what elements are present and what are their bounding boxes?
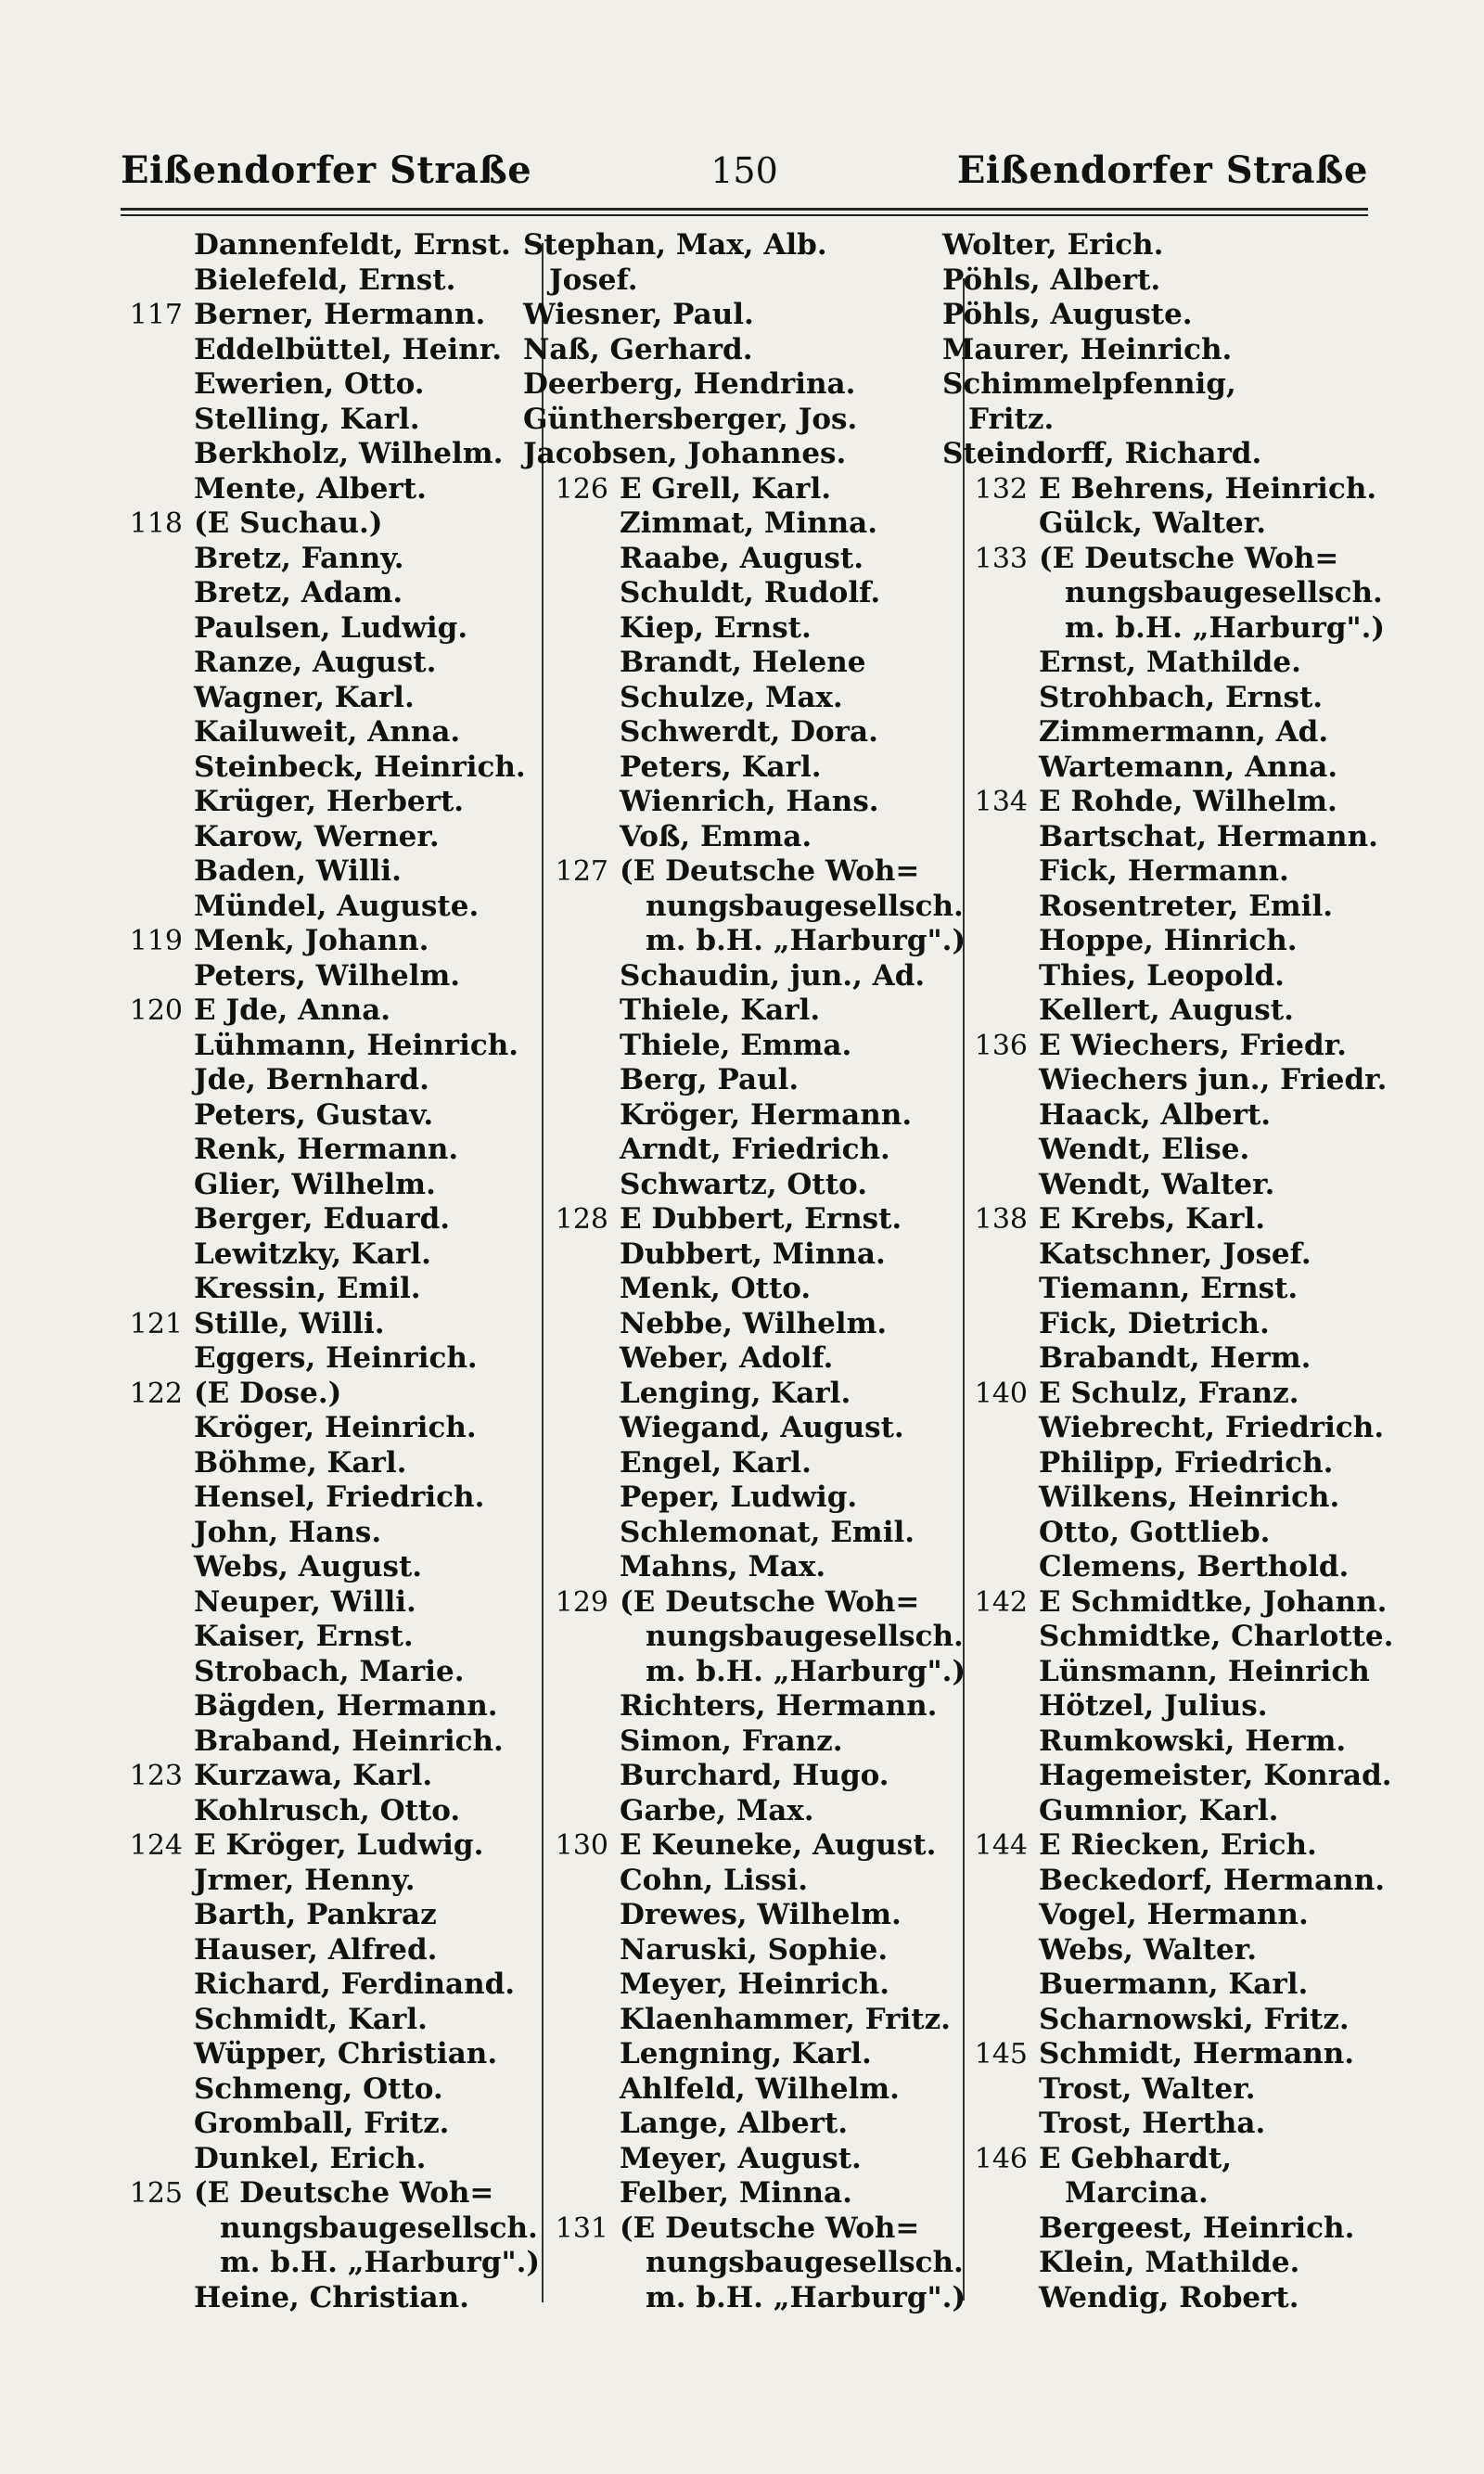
resident-name: Bergeest, Heinrich.	[1039, 2211, 1355, 2245]
resident-name: Paulsen, Ludwig.	[194, 610, 468, 645]
resident-name: Stelling, Karl.	[194, 402, 420, 436]
resident-name: Arndt, Friedrich.	[620, 1133, 890, 1166]
resident-name: nungsbaugesellsch.	[1065, 576, 1383, 609]
resident-name: Kröger, Heinrich.	[194, 1411, 477, 1444]
resident-name: Fick, Hermann.	[1039, 854, 1289, 888]
resident-name: Ewerien, Otto.	[194, 367, 425, 401]
house-number: 142	[974, 1585, 1028, 1619]
resident-name: Peper, Ludwig.	[620, 1481, 858, 1514]
resident-name: Ahlfeld, Wilhelm.	[620, 2071, 900, 2106]
resident-name: Wagner, Karl.	[194, 680, 415, 714]
house-number: 133	[974, 542, 1028, 575]
resident-name: Katschner, Josef.	[1039, 1237, 1311, 1271]
resident-name: Naruski, Sophie.	[620, 1932, 889, 1967]
resident-name: Gülck, Walter.	[1039, 506, 1267, 540]
resident-name: Hötzel, Julius.	[1039, 1689, 1268, 1723]
resident-name: Klaenhammer, Fritz.	[620, 2002, 951, 2036]
resident-name: Mente, Albert.	[194, 471, 427, 506]
resident-name: E Riecken, Erich.	[1039, 1828, 1317, 1862]
resident-name: E Jde, Anna.	[194, 993, 391, 1027]
resident-name: Brabandt, Herm.	[1039, 1341, 1311, 1375]
resident-name: E Schulz, Franz.	[1039, 1376, 1299, 1410]
resident-name: Felber, Minna.	[620, 2176, 852, 2210]
resident-name: Meyer, August.	[620, 2141, 862, 2175]
resident-name: Lenging, Karl.	[620, 1376, 851, 1410]
house-number: 121	[129, 1307, 183, 1340]
resident-name: Brandt, Helene	[620, 646, 866, 679]
resident-name: Bägden, Hermann.	[194, 1689, 498, 1723]
resident-name: Steindorff, Richard.	[942, 437, 1262, 470]
resident-name: Haack, Albert.	[1039, 1097, 1272, 1132]
resident-name: Kohlrusch, Otto.	[194, 1793, 461, 1827]
column-divider-left	[542, 243, 544, 2302]
house-number: 125	[129, 2177, 183, 2210]
resident-name: Webs, August.	[194, 1550, 423, 1583]
resident-name: E Kröger, Ludwig.	[194, 1828, 484, 1862]
resident-name: Kröger, Hermann.	[620, 1097, 913, 1132]
resident-name: Wiebrecht, Friedrich.	[1039, 1411, 1385, 1444]
resident-name: Schmeng, Otto.	[194, 2071, 443, 2106]
resident-name: Wiesner, Paul.	[523, 298, 754, 331]
resident-name: Lange, Albert.	[620, 2107, 849, 2140]
resident-name: Fritz.	[968, 402, 1055, 436]
resident-name: E Rohde, Wilhelm.	[1039, 785, 1337, 818]
resident-name: Naß, Gerhard.	[523, 332, 753, 366]
resident-name: E Wiechers, Friedr.	[1039, 1028, 1347, 1062]
resident-name: Drewes, Wilhelm.	[620, 1898, 902, 1931]
resident-name: Gumnior, Karl.	[1039, 1793, 1279, 1827]
resident-name: Kailuweit, Anna.	[194, 715, 461, 749]
resident-name: m. b.H. „Harburg".)	[1065, 610, 1386, 645]
resident-name: Beckedorf, Hermann.	[1039, 1863, 1386, 1897]
resident-name: Neuper, Willi.	[194, 1584, 416, 1619]
resident-name: Wendt, Walter.	[1039, 1167, 1275, 1201]
resident-name: Thies, Leopold.	[1039, 958, 1285, 993]
resident-name: (E Deutsche Woh=	[620, 1584, 920, 1619]
resident-name: Deerberg, Hendrina.	[523, 367, 856, 401]
house-number: 127	[555, 855, 608, 888]
house-number: 118	[129, 507, 183, 540]
resident-name: Gromball, Fritz.	[194, 2107, 450, 2140]
resident-name: Schlemonat, Emil.	[620, 1515, 915, 1549]
house-number: 132	[974, 472, 1028, 506]
resident-name: Lühmann, Heinrich.	[194, 1028, 519, 1062]
house-number: 134	[974, 786, 1028, 818]
house-number: 117	[129, 299, 183, 331]
resident-name: Renk, Hermann.	[194, 1133, 459, 1166]
resident-name: Hensel, Friedrich.	[194, 1481, 485, 1514]
resident-name: Berkholz, Wilhelm.	[194, 437, 504, 470]
resident-name: Strohbach, Ernst.	[1039, 680, 1324, 714]
house-number: 120	[129, 994, 183, 1027]
resident-name: Kurzawa, Karl.	[194, 1759, 433, 1792]
resident-name: Webs, Walter.	[1039, 1932, 1258, 1967]
resident-name: Otto, Gottlieb.	[1039, 1515, 1271, 1549]
resident-name: Schmidt, Hermann.	[1039, 2037, 1355, 2070]
resident-name: Weber, Adolf.	[620, 1341, 834, 1375]
resident-name: Schuldt, Rudolf.	[620, 576, 881, 609]
resident-name: Schaudin, jun., Ad.	[620, 958, 926, 993]
resident-name: Pöhls, Auguste.	[942, 298, 1193, 331]
house-number: 130	[555, 1829, 608, 1862]
house-number: 140	[974, 1377, 1028, 1410]
house-number: 136	[974, 1029, 1028, 1062]
resident-name: E Behrens, Heinrich.	[1039, 471, 1377, 506]
resident-name: m. b.H. „Harburg".)	[646, 924, 966, 957]
resident-name: Jacobsen, Johannes.	[523, 437, 847, 470]
resident-name: Wiegand, August.	[620, 1411, 904, 1444]
column-divider-right	[963, 278, 965, 2301]
resident-name: (E Deutsche Woh=	[1039, 541, 1339, 575]
resident-name: Ranze, August.	[194, 646, 437, 679]
resident-name: Dannenfeldt, Ernst.	[194, 228, 511, 262]
resident-name: Wolter, Erich.	[942, 228, 1164, 262]
resident-name: Berner, Hermann.	[194, 298, 486, 331]
resident-name: Hauser, Alfred.	[194, 1932, 438, 1967]
resident-name: Kiep, Ernst.	[620, 610, 812, 645]
resident-name: Ernst, Mathilde.	[1039, 646, 1301, 679]
resident-name: Baden, Willi.	[194, 854, 402, 888]
resident-name: Günthersberger, Jos.	[523, 402, 858, 436]
resident-name: Menk, Johann.	[194, 924, 429, 957]
header-rule-thick	[121, 208, 1368, 211]
resident-name: m. b.H. „Harburg".)	[646, 1654, 966, 1688]
resident-name: Peters, Wilhelm.	[194, 958, 461, 993]
resident-name: Wienrich, Hans.	[620, 785, 879, 818]
resident-name: Heine, Christian.	[194, 2280, 469, 2314]
house-number: 124	[129, 1829, 183, 1862]
resident-name: Peters, Gustav.	[194, 1097, 434, 1132]
resident-name: Vogel, Hermann.	[1039, 1898, 1309, 1931]
resident-name: Pöhls, Albert.	[942, 263, 1161, 297]
resident-name: Schmidt, Karl.	[194, 2002, 428, 2036]
resident-name: Bartschat, Hermann.	[1039, 819, 1378, 853]
resident-name: Berg, Paul.	[620, 1063, 800, 1096]
resident-name: Lewitzky, Karl.	[194, 1237, 431, 1271]
resident-name: Wilkens, Heinrich.	[1039, 1481, 1340, 1514]
resident-name: Schmidtke, Charlotte.	[1039, 1620, 1394, 1653]
resident-name: Tiemann, Ernst.	[1039, 1272, 1298, 1305]
resident-name: Richters, Hermann.	[620, 1689, 938, 1723]
house-number: 128	[555, 1203, 608, 1236]
resident-name: Eddelbüttel, Heinr.	[194, 332, 503, 366]
resident-name: Engel, Karl.	[620, 1445, 812, 1480]
resident-name: Kellert, August.	[1039, 993, 1294, 1027]
resident-name: m. b.H. „Harburg".)	[646, 2280, 966, 2314]
resident-name: Krüger, Herbert.	[194, 785, 465, 818]
resident-name: E Krebs, Karl.	[1039, 1202, 1266, 1236]
resident-name: Wiechers jun., Friedr.	[1039, 1063, 1388, 1096]
resident-name: Trost, Walter.	[1039, 2071, 1256, 2106]
resident-name: Mahns, Max.	[620, 1550, 826, 1583]
page-number: 150	[710, 150, 778, 191]
resident-name: Wartemann, Anna.	[1039, 750, 1338, 784]
resident-name: (E Deutsche Woh=	[620, 2211, 920, 2245]
resident-name: E Gebhardt,	[1039, 2141, 1233, 2175]
resident-name: Cohn, Lissi.	[620, 1863, 809, 1897]
resident-name: John, Hans.	[194, 1515, 382, 1549]
house-number: 129	[555, 1585, 608, 1619]
resident-name: Peters, Karl.	[620, 750, 822, 784]
resident-name: Mündel, Auguste.	[194, 889, 480, 923]
resident-name: Stephan, Max, Alb.	[523, 228, 827, 262]
resident-name: nungsbaugesellsch.	[646, 889, 964, 923]
resident-name: Barth, Pankraz	[194, 1898, 437, 1931]
resident-name: Jde, Bernhard.	[194, 1063, 429, 1096]
resident-name: E Dubbert, Ernst.	[620, 1202, 902, 1236]
resident-name: nungsbaugesellsch.	[646, 2246, 964, 2279]
resident-name: Bretz, Fanny.	[194, 541, 404, 575]
house-number: 138	[974, 1203, 1028, 1236]
resident-name: Lünsmann, Heinrich	[1039, 1654, 1370, 1688]
resident-name: Bretz, Adam.	[194, 576, 403, 609]
resident-name: Bielefeld, Ernst.	[194, 263, 456, 297]
resident-name: Stille, Willi.	[194, 1306, 385, 1340]
resident-name: Marcina.	[1065, 2176, 1209, 2210]
resident-name: Steinbeck, Heinrich.	[194, 750, 526, 784]
house-number: 144	[974, 1829, 1028, 1862]
street-title-right: Eißendorfer Straße	[956, 148, 1368, 192]
resident-name: Zimmat, Minna.	[620, 506, 878, 540]
resident-name: Eggers, Heinrich.	[194, 1341, 478, 1375]
resident-name: Richard, Ferdinand.	[194, 1968, 516, 2001]
house-number: 131	[555, 2211, 608, 2245]
resident-name: Jrmer, Henny.	[194, 1863, 416, 1897]
resident-name: Josef.	[549, 263, 638, 297]
resident-name: Garbe, Max.	[620, 1793, 814, 1827]
resident-name: Dubbert, Minna.	[620, 1237, 886, 1271]
resident-name: Klein, Mathilde.	[1039, 2246, 1300, 2279]
resident-name: Berger, Eduard.	[194, 1202, 451, 1236]
resident-name: Schulze, Max.	[620, 680, 843, 714]
resident-name: Böhme, Karl.	[194, 1445, 407, 1480]
resident-name: Buermann, Karl.	[1039, 1968, 1309, 2001]
resident-name: nungsbaugesellsch.	[220, 2211, 538, 2245]
resident-name: Braband, Heinrich.	[194, 1724, 504, 1758]
resident-name: Wendig, Robert.	[1039, 2280, 1299, 2314]
page-header	[121, 148, 1368, 204]
resident-name: Clemens, Berthold.	[1039, 1550, 1350, 1583]
resident-name: Kaiser, Ernst.	[194, 1620, 414, 1653]
resident-name: (E Deutsche Woh=	[194, 2176, 494, 2210]
resident-name: Scharnowski, Fritz.	[1039, 2002, 1350, 2036]
resident-name: Simon, Franz.	[620, 1724, 843, 1758]
resident-name: Wendt, Elise.	[1039, 1133, 1250, 1166]
resident-name: nungsbaugesellsch.	[646, 1620, 964, 1653]
resident-name: Meyer, Heinrich.	[620, 1968, 890, 2001]
resident-name: Strobach, Marie.	[194, 1654, 465, 1688]
resident-name: Fick, Dietrich.	[1039, 1306, 1270, 1340]
resident-name: Rumkowski, Herm.	[1039, 1724, 1347, 1758]
resident-name: Philipp, Friedrich.	[1039, 1445, 1334, 1480]
street-title-left: Eißendorfer Straße	[121, 148, 532, 192]
resident-name: Hagemeister, Konrad.	[1039, 1759, 1392, 1792]
house-number: 123	[129, 1760, 183, 1792]
resident-name: Hoppe, Hinrich.	[1039, 924, 1298, 957]
resident-name: Burchard, Hugo.	[620, 1759, 889, 1792]
resident-name: Trost, Hertha.	[1039, 2107, 1266, 2140]
resident-name: Schwerdt, Dora.	[620, 715, 878, 749]
resident-name: Karow, Werner.	[194, 819, 440, 853]
house-number: 122	[129, 1377, 183, 1410]
house-number: 126	[555, 472, 608, 506]
resident-name: Menk, Otto.	[620, 1272, 812, 1305]
resident-name: E Schmidtke, Johann.	[1039, 1584, 1388, 1619]
resident-name: (E Deutsche Woh=	[620, 854, 920, 888]
resident-name: E Grell, Karl.	[620, 471, 832, 506]
header-rule-thin	[121, 214, 1368, 216]
resident-name: Lengning, Karl.	[620, 2037, 872, 2070]
resident-name: Glier, Wilhelm.	[194, 1167, 436, 1201]
resident-name: Voß, Emma.	[620, 819, 812, 853]
resident-name: Zimmermann, Ad.	[1039, 715, 1329, 749]
resident-name: Raabe, August.	[620, 541, 864, 575]
resident-name: (E Suchau.)	[194, 506, 383, 540]
resident-name: Nebbe, Wilhelm.	[620, 1306, 888, 1340]
resident-name: Maurer, Heinrich.	[942, 332, 1233, 366]
resident-name: Dunkel, Erich.	[194, 2141, 427, 2175]
resident-name: Schimmelpfennig,	[942, 367, 1236, 401]
resident-name: Thiele, Emma.	[620, 1028, 852, 1062]
resident-name: Schwartz, Otto.	[620, 1167, 867, 1201]
house-number: 145	[974, 2038, 1028, 2070]
resident-name: m. b.H. „Harburg".)	[220, 2246, 541, 2279]
resident-name: Thiele, Karl.	[620, 993, 821, 1027]
house-number: 119	[129, 925, 183, 957]
resident-name: E Keuneke, August.	[620, 1828, 937, 1862]
resident-name: (E Dose.)	[194, 1376, 342, 1410]
resident-name: Rosentreter, Emil.	[1039, 889, 1334, 923]
house-number: 146	[974, 2142, 1028, 2175]
resident-name: Wüpper, Christian.	[194, 2037, 498, 2070]
resident-name: Kressin, Emil.	[194, 1272, 421, 1305]
